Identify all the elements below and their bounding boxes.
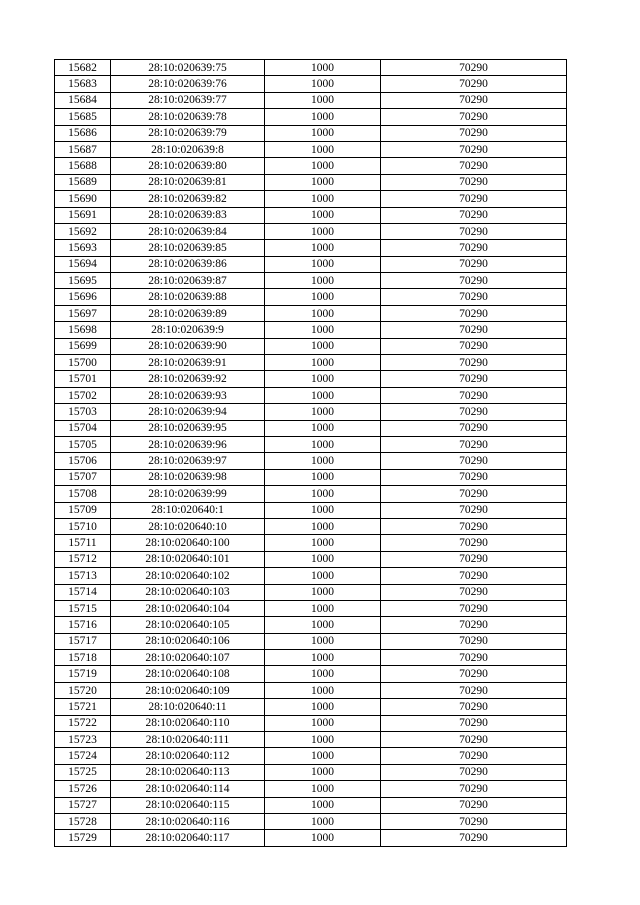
cadastral-number-cell: 28:10:020639:8 — [111, 141, 265, 157]
row-number-cell: 15687 — [55, 141, 111, 157]
area-cell: 1000 — [265, 289, 381, 305]
area-cell: 1000 — [265, 387, 381, 403]
row-number-cell: 15696 — [55, 289, 111, 305]
cadastral-number-cell: 28:10:020639:99 — [111, 486, 265, 502]
area-cell: 1000 — [265, 715, 381, 731]
row-number-cell: 15715 — [55, 600, 111, 616]
area-cell: 1000 — [265, 650, 381, 666]
table-row — [55, 633, 567, 649]
row-number-cell: 15706 — [55, 453, 111, 469]
cadastral-number-cell: 28:10:020639:81 — [111, 174, 265, 190]
value-cell: 70290 — [381, 584, 567, 600]
row-number-cell: 15683 — [55, 76, 111, 92]
area-cell: 1000 — [265, 174, 381, 190]
value-cell: 70290 — [381, 797, 567, 813]
area-cell: 1000 — [265, 420, 381, 436]
value-cell: 70290 — [381, 240, 567, 256]
table-row — [55, 420, 567, 436]
cadastral-number-cell: 28:10:020639:89 — [111, 305, 265, 321]
value-cell: 70290 — [381, 502, 567, 518]
area-cell: 1000 — [265, 338, 381, 354]
area-cell: 1000 — [265, 453, 381, 469]
table-row — [55, 76, 567, 92]
area-cell: 1000 — [265, 764, 381, 780]
value-cell: 70290 — [381, 109, 567, 125]
table-body — [55, 60, 567, 847]
area-cell: 1000 — [265, 60, 381, 76]
row-number-cell: 15722 — [55, 715, 111, 731]
row-number-cell: 15684 — [55, 92, 111, 108]
table-row — [55, 568, 567, 584]
table-row — [55, 158, 567, 174]
value-cell: 70290 — [381, 322, 567, 338]
table-row — [55, 174, 567, 190]
table-row — [55, 535, 567, 551]
table-row — [55, 486, 567, 502]
row-number-cell: 15729 — [55, 830, 111, 846]
cadastral-number-cell: 28:10:020640:110 — [111, 715, 265, 731]
row-number-cell: 15705 — [55, 436, 111, 452]
value-cell: 70290 — [381, 76, 567, 92]
value-cell: 70290 — [381, 518, 567, 534]
row-number-cell: 15691 — [55, 207, 111, 223]
value-cell: 70290 — [381, 158, 567, 174]
cadastral-number-cell: 28:10:020640:113 — [111, 764, 265, 780]
value-cell: 70290 — [381, 682, 567, 698]
table-row — [55, 682, 567, 698]
area-cell: 1000 — [265, 240, 381, 256]
cadastral-number-cell: 28:10:020639:85 — [111, 240, 265, 256]
row-number-cell: 15704 — [55, 420, 111, 436]
value-cell: 70290 — [381, 781, 567, 797]
area-cell: 1000 — [265, 797, 381, 813]
table-row — [55, 436, 567, 452]
row-number-cell: 15689 — [55, 174, 111, 190]
table-row — [55, 371, 567, 387]
cadastral-number-cell: 28:10:020639:94 — [111, 404, 265, 420]
table-row — [55, 650, 567, 666]
value-cell: 70290 — [381, 305, 567, 321]
table-row — [55, 223, 567, 239]
area-cell: 1000 — [265, 469, 381, 485]
value-cell: 70290 — [381, 273, 567, 289]
area-cell: 1000 — [265, 273, 381, 289]
cadastral-number-cell: 28:10:020640:10 — [111, 518, 265, 534]
table-row — [55, 518, 567, 534]
value-cell: 70290 — [381, 600, 567, 616]
table-row — [55, 764, 567, 780]
table-row — [55, 240, 567, 256]
value-cell: 70290 — [381, 338, 567, 354]
row-number-cell: 15719 — [55, 666, 111, 682]
value-cell: 70290 — [381, 207, 567, 223]
row-number-cell: 15717 — [55, 633, 111, 649]
row-number-cell: 15697 — [55, 305, 111, 321]
area-cell: 1000 — [265, 830, 381, 846]
value-cell: 70290 — [381, 551, 567, 567]
row-number-cell: 15712 — [55, 551, 111, 567]
value-cell: 70290 — [381, 404, 567, 420]
cadastral-number-cell: 28:10:020639:97 — [111, 453, 265, 469]
cadastral-number-cell: 28:10:020639:80 — [111, 158, 265, 174]
table-row — [55, 715, 567, 731]
area-cell: 1000 — [265, 371, 381, 387]
row-number-cell: 15700 — [55, 355, 111, 371]
row-number-cell: 15724 — [55, 748, 111, 764]
row-number-cell: 15710 — [55, 518, 111, 534]
value-cell: 70290 — [381, 141, 567, 157]
value-cell: 70290 — [381, 650, 567, 666]
table-row — [55, 273, 567, 289]
value-cell: 70290 — [381, 387, 567, 403]
cadastral-number-cell: 28:10:020640:11 — [111, 699, 265, 715]
area-cell: 1000 — [265, 568, 381, 584]
row-number-cell: 15711 — [55, 535, 111, 551]
area-cell: 1000 — [265, 158, 381, 174]
area-cell: 1000 — [265, 305, 381, 321]
table-row — [55, 109, 567, 125]
cadastral-number-cell: 28:10:020640:106 — [111, 633, 265, 649]
value-cell: 70290 — [381, 568, 567, 584]
area-cell: 1000 — [265, 436, 381, 452]
area-cell: 1000 — [265, 109, 381, 125]
area-cell: 1000 — [265, 486, 381, 502]
value-cell: 70290 — [381, 223, 567, 239]
value-cell: 70290 — [381, 617, 567, 633]
table-row — [55, 797, 567, 813]
cadastral-number-cell: 28:10:020640:117 — [111, 830, 265, 846]
table-row — [55, 748, 567, 764]
table-row — [55, 666, 567, 682]
area-cell: 1000 — [265, 191, 381, 207]
cadastral-number-cell: 28:10:020640:114 — [111, 781, 265, 797]
area-cell: 1000 — [265, 551, 381, 567]
cadastral-table — [54, 59, 567, 847]
table-row — [55, 617, 567, 633]
cadastral-number-cell: 28:10:020640:116 — [111, 813, 265, 829]
table-row — [55, 699, 567, 715]
table-row — [55, 781, 567, 797]
row-number-cell: 15688 — [55, 158, 111, 174]
table-row — [55, 355, 567, 371]
row-number-cell: 15698 — [55, 322, 111, 338]
area-cell: 1000 — [265, 256, 381, 272]
cadastral-number-cell: 28:10:020639:95 — [111, 420, 265, 436]
area-cell: 1000 — [265, 502, 381, 518]
value-cell: 70290 — [381, 486, 567, 502]
area-cell: 1000 — [265, 404, 381, 420]
value-cell: 70290 — [381, 289, 567, 305]
area-cell: 1000 — [265, 781, 381, 797]
table-row — [55, 60, 567, 76]
cadastral-number-cell: 28:10:020640:100 — [111, 535, 265, 551]
cadastral-number-cell: 28:10:020639:82 — [111, 191, 265, 207]
row-number-cell: 15709 — [55, 502, 111, 518]
cadastral-number-cell: 28:10:020640:102 — [111, 568, 265, 584]
row-number-cell: 15708 — [55, 486, 111, 502]
value-cell: 70290 — [381, 256, 567, 272]
value-cell: 70290 — [381, 633, 567, 649]
cadastral-number-cell: 28:10:020640:104 — [111, 600, 265, 616]
value-cell: 70290 — [381, 174, 567, 190]
value-cell: 70290 — [381, 92, 567, 108]
table-row — [55, 830, 567, 846]
row-number-cell: 15686 — [55, 125, 111, 141]
table-row — [55, 338, 567, 354]
table-row — [55, 207, 567, 223]
row-number-cell: 15720 — [55, 682, 111, 698]
area-cell: 1000 — [265, 355, 381, 371]
table-row — [55, 191, 567, 207]
value-cell: 70290 — [381, 715, 567, 731]
row-number-cell: 15726 — [55, 781, 111, 797]
cadastral-number-cell: 28:10:020639:91 — [111, 355, 265, 371]
area-cell: 1000 — [265, 322, 381, 338]
value-cell: 70290 — [381, 732, 567, 748]
row-number-cell: 15728 — [55, 813, 111, 829]
value-cell: 70290 — [381, 453, 567, 469]
cadastral-number-cell: 28:10:020639:86 — [111, 256, 265, 272]
cadastral-number-cell: 28:10:020639:84 — [111, 223, 265, 239]
cadastral-number-cell: 28:10:020640:108 — [111, 666, 265, 682]
table-row — [55, 469, 567, 485]
value-cell: 70290 — [381, 748, 567, 764]
cadastral-number-cell: 28:10:020639:93 — [111, 387, 265, 403]
area-cell: 1000 — [265, 584, 381, 600]
table-row — [55, 289, 567, 305]
value-cell: 70290 — [381, 436, 567, 452]
row-number-cell: 15723 — [55, 732, 111, 748]
value-cell: 70290 — [381, 535, 567, 551]
table-row — [55, 813, 567, 829]
table-row — [55, 502, 567, 518]
cadastral-number-cell: 28:10:020640:103 — [111, 584, 265, 600]
cadastral-number-cell: 28:10:020640:1 — [111, 502, 265, 518]
value-cell: 70290 — [381, 60, 567, 76]
table-row — [55, 453, 567, 469]
area-cell: 1000 — [265, 682, 381, 698]
table-row — [55, 551, 567, 567]
row-number-cell: 15713 — [55, 568, 111, 584]
value-cell: 70290 — [381, 469, 567, 485]
table-row — [55, 404, 567, 420]
cadastral-number-cell: 28:10:020639:75 — [111, 60, 265, 76]
value-cell: 70290 — [381, 830, 567, 846]
area-cell: 1000 — [265, 76, 381, 92]
cadastral-number-cell: 28:10:020639:83 — [111, 207, 265, 223]
value-cell: 70290 — [381, 125, 567, 141]
area-cell: 1000 — [265, 518, 381, 534]
value-cell: 70290 — [381, 666, 567, 682]
cadastral-number-cell: 28:10:020640:101 — [111, 551, 265, 567]
value-cell: 70290 — [381, 420, 567, 436]
table-row — [55, 322, 567, 338]
area-cell: 1000 — [265, 666, 381, 682]
row-number-cell: 15694 — [55, 256, 111, 272]
area-cell: 1000 — [265, 633, 381, 649]
area-cell: 1000 — [265, 92, 381, 108]
area-cell: 1000 — [265, 617, 381, 633]
row-number-cell: 15695 — [55, 273, 111, 289]
row-number-cell: 15716 — [55, 617, 111, 633]
row-number-cell: 15701 — [55, 371, 111, 387]
table-row — [55, 600, 567, 616]
row-number-cell: 15703 — [55, 404, 111, 420]
table-row — [55, 584, 567, 600]
value-cell: 70290 — [381, 371, 567, 387]
cadastral-number-cell: 28:10:020640:109 — [111, 682, 265, 698]
area-cell: 1000 — [265, 207, 381, 223]
cadastral-number-cell: 28:10:020639:79 — [111, 125, 265, 141]
cadastral-number-cell: 28:10:020640:111 — [111, 732, 265, 748]
cadastral-number-cell: 28:10:020639:76 — [111, 76, 265, 92]
table-row — [55, 256, 567, 272]
value-cell: 70290 — [381, 813, 567, 829]
row-number-cell: 15721 — [55, 699, 111, 715]
row-number-cell: 15692 — [55, 223, 111, 239]
cadastral-number-cell: 28:10:020639:87 — [111, 273, 265, 289]
cadastral-number-cell: 28:10:020639:92 — [111, 371, 265, 387]
cadastral-number-cell: 28:10:020640:105 — [111, 617, 265, 633]
row-number-cell: 15714 — [55, 584, 111, 600]
row-number-cell: 15682 — [55, 60, 111, 76]
cadastral-number-cell: 28:10:020639:90 — [111, 338, 265, 354]
cadastral-number-cell: 28:10:020640:107 — [111, 650, 265, 666]
area-cell: 1000 — [265, 732, 381, 748]
table-row — [55, 92, 567, 108]
cadastral-number-cell: 28:10:020639:88 — [111, 289, 265, 305]
row-number-cell: 15707 — [55, 469, 111, 485]
cadastral-number-cell: 28:10:020639:96 — [111, 436, 265, 452]
area-cell: 1000 — [265, 699, 381, 715]
area-cell: 1000 — [265, 535, 381, 551]
row-number-cell: 15725 — [55, 764, 111, 780]
row-number-cell: 15693 — [55, 240, 111, 256]
value-cell: 70290 — [381, 699, 567, 715]
area-cell: 1000 — [265, 748, 381, 764]
table-row — [55, 732, 567, 748]
cadastral-number-cell: 28:10:020639:98 — [111, 469, 265, 485]
area-cell: 1000 — [265, 813, 381, 829]
row-number-cell: 15718 — [55, 650, 111, 666]
row-number-cell: 15699 — [55, 338, 111, 354]
table-row — [55, 141, 567, 157]
table-row — [55, 125, 567, 141]
area-cell: 1000 — [265, 600, 381, 616]
row-number-cell: 15690 — [55, 191, 111, 207]
value-cell: 70290 — [381, 355, 567, 371]
table-row — [55, 387, 567, 403]
cadastral-number-cell: 28:10:020639:78 — [111, 109, 265, 125]
row-number-cell: 15685 — [55, 109, 111, 125]
area-cell: 1000 — [265, 125, 381, 141]
cadastral-number-cell: 28:10:020639:77 — [111, 92, 265, 108]
cadastral-number-cell: 28:10:020640:112 — [111, 748, 265, 764]
value-cell: 70290 — [381, 191, 567, 207]
row-number-cell: 15702 — [55, 387, 111, 403]
area-cell: 1000 — [265, 223, 381, 239]
cadastral-number-cell: 28:10:020639:9 — [111, 322, 265, 338]
cadastral-number-cell: 28:10:020640:115 — [111, 797, 265, 813]
table-row — [55, 305, 567, 321]
row-number-cell: 15727 — [55, 797, 111, 813]
value-cell: 70290 — [381, 764, 567, 780]
area-cell: 1000 — [265, 141, 381, 157]
